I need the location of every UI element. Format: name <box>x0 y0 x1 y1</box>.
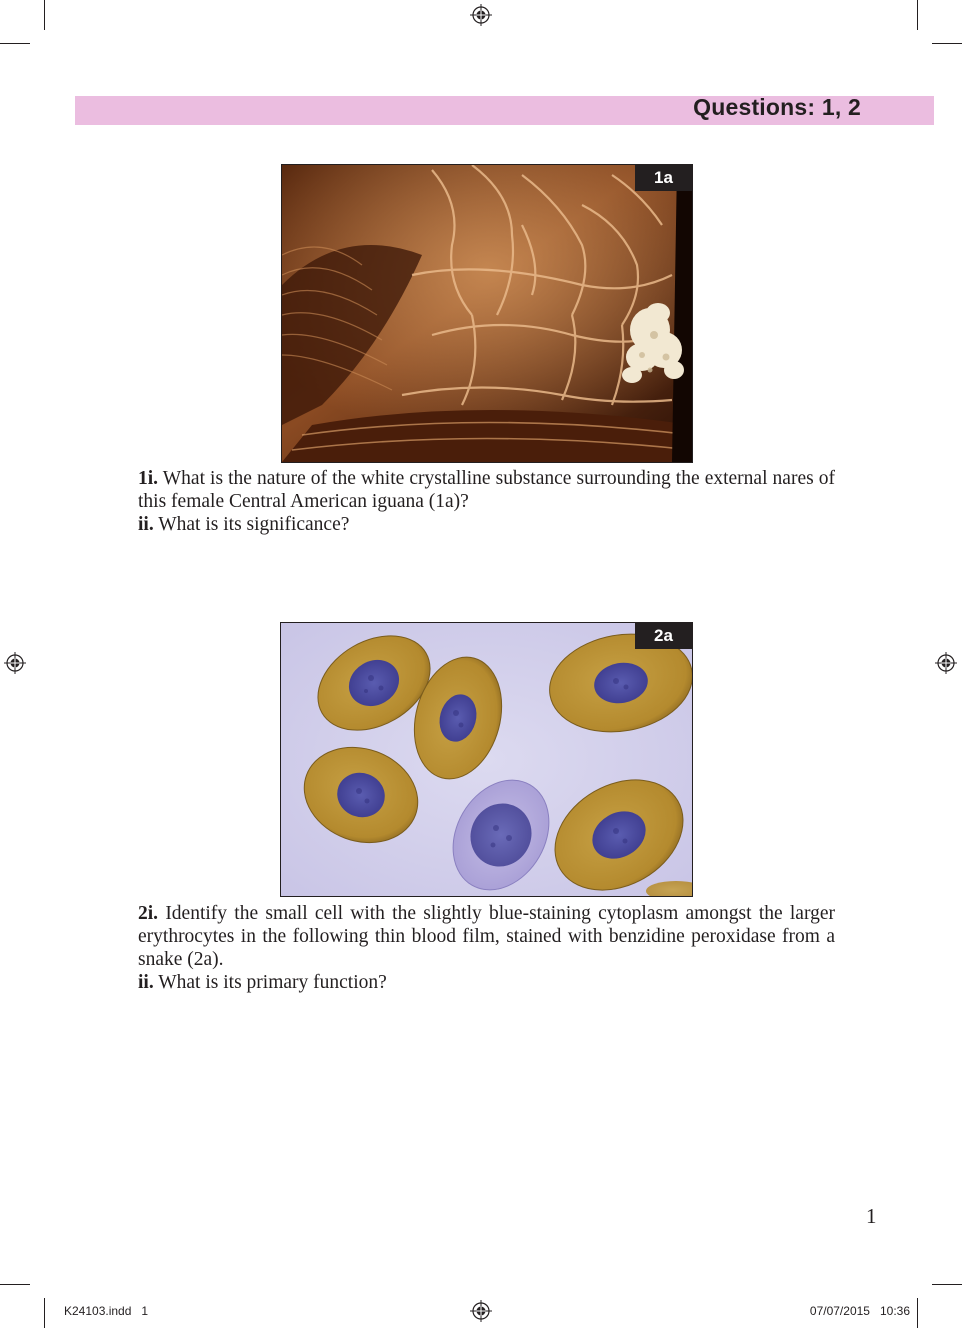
figure-label: 1a <box>635 165 692 191</box>
page-number: 1 <box>866 1204 877 1228</box>
crop-mark <box>44 1298 45 1328</box>
registration-mark-icon <box>470 4 492 26</box>
blood-film-illustration <box>281 623 692 896</box>
crop-mark <box>917 1298 918 1328</box>
figure-2a-blood-film-photo <box>280 622 693 897</box>
slug-date-time: 07/07/2015 10:36 <box>809 1304 910 1318</box>
question-text: What is its primary function? <box>158 972 387 993</box>
figure-1a-iguana-photo <box>281 164 693 463</box>
figure-label: 2a <box>635 623 692 649</box>
iguana-head-illustration <box>282 165 692 462</box>
question-2-part-i <box>138 902 835 971</box>
question-2-part-ii <box>138 971 835 994</box>
question-1 <box>138 467 835 536</box>
crop-mark <box>932 43 962 44</box>
registration-mark-icon <box>4 652 26 674</box>
crop-mark <box>932 1284 962 1285</box>
slug-file-name: K24103.indd 1 <box>64 1304 149 1318</box>
crop-mark <box>0 1284 30 1285</box>
registration-mark-icon <box>470 1300 492 1322</box>
question-1-part-ii <box>138 513 835 536</box>
question-number: 2i. <box>138 903 159 924</box>
question-text: Identify the small cell with the slightly blue-staining cytoplasm amongst the larger erythrocytes in the following thin blood film, stained with benzidine peroxidase from a snake (2a). <box>138 903 835 970</box>
crop-mark <box>0 43 30 44</box>
question-number: 1i. <box>138 468 159 489</box>
question-number: ii. <box>138 514 154 535</box>
crop-mark <box>44 0 45 30</box>
question-text: What is its significance? <box>158 514 350 535</box>
page-title: Questions: 1, 2 <box>693 94 861 120</box>
question-text: What is the nature of the white crystalline substance surrounding the external nares of this female Central American iguana (1a)? <box>138 468 835 512</box>
question-1-part-i <box>138 467 835 513</box>
question-number: ii. <box>138 972 154 993</box>
question-2 <box>138 902 835 994</box>
crop-mark <box>917 0 918 30</box>
registration-mark-icon <box>935 652 957 674</box>
